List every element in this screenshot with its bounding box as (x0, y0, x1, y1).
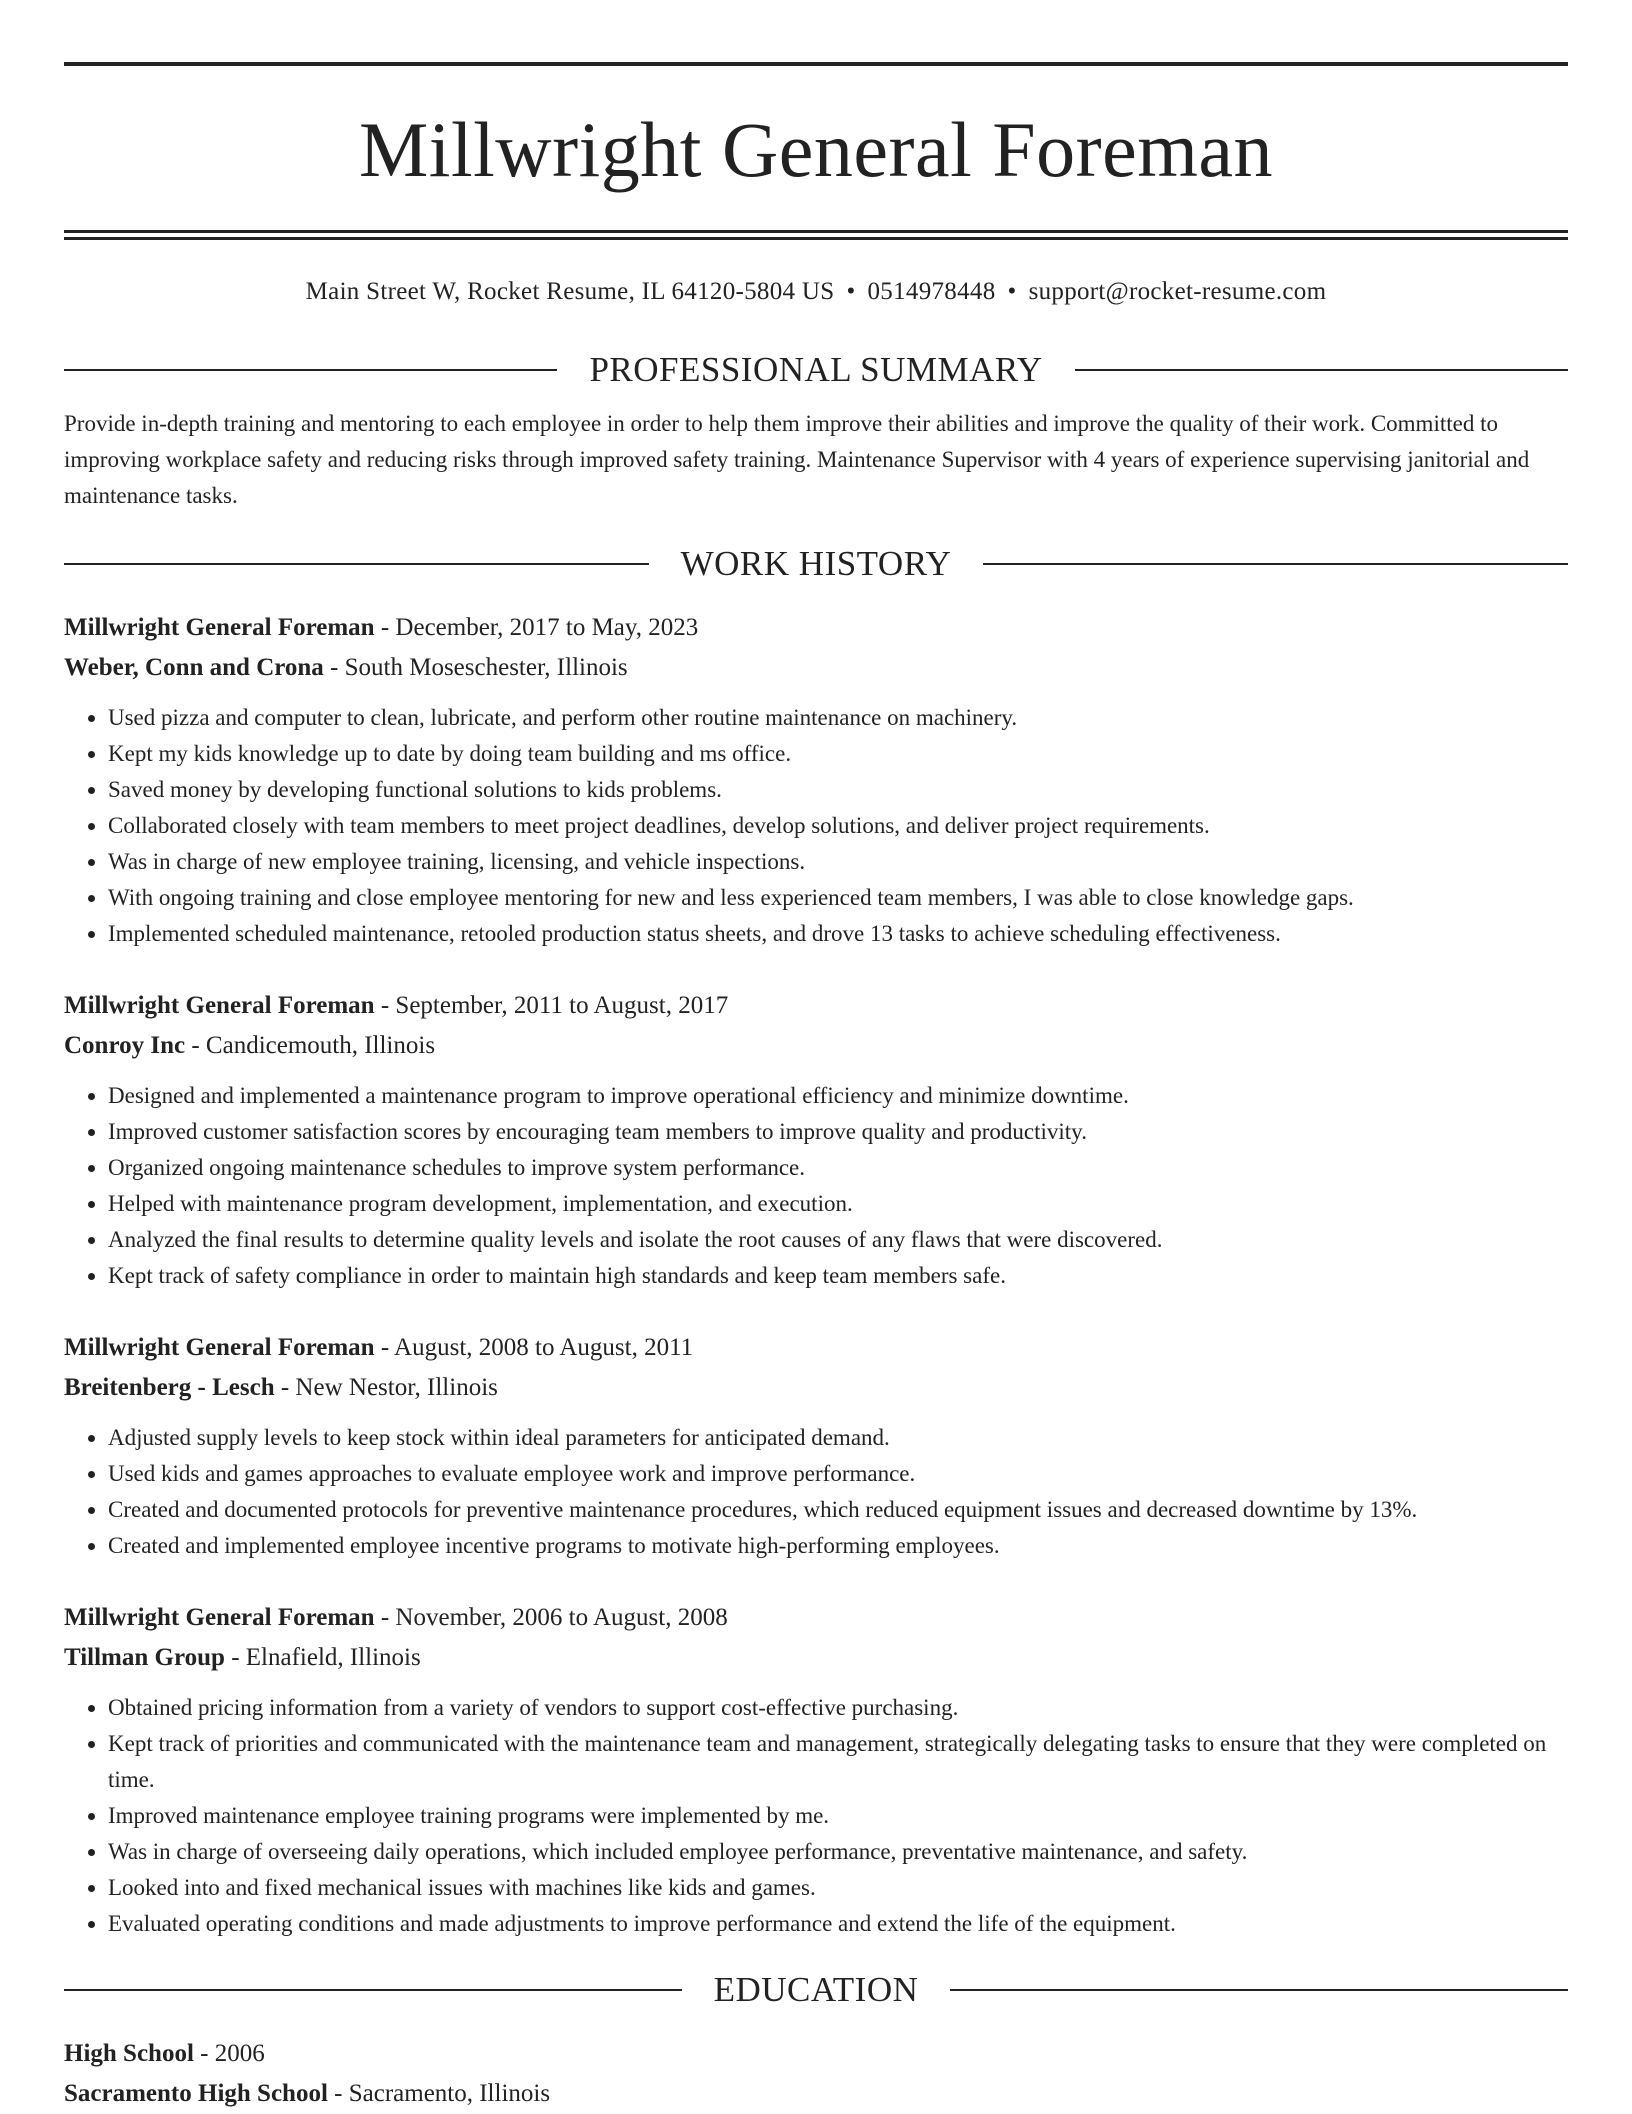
education-school-line (64, 2074, 1568, 2114)
job-bullet: • Was in charge of new employee training, licensing, and vehicle inspections. (108, 844, 1568, 880)
section-heading-summary (64, 348, 1568, 392)
job-bullet: • Designed and implemented a maintenance program to improve operational efficiency and minimize downtime. (108, 1078, 1568, 1114)
job-dates: - November, 2006 to August, 2008 (374, 1604, 728, 1631)
job-company-line (64, 1368, 1568, 1408)
heading-rule-left (64, 1989, 682, 1991)
job-entry (64, 1328, 1568, 1564)
job-bullet: • Used pizza and computer to clean, lubricate, and perform other routine maintenance on machinery. (108, 700, 1568, 736)
job-bullet: • Obtained pricing information from a variety of vendors to support cost-effective purchasing. (108, 1690, 1568, 1726)
job-bullet: • Created and implemented employee incentive programs to motivate high-performing employees. (108, 1528, 1568, 1564)
job-bullet: • Implemented scheduled maintenance, retooled production status sheets, and drove 13 tasks to achieve scheduling effectiveness. (108, 916, 1568, 952)
section-heading-education (64, 1968, 1568, 2012)
job-bullet: • Kept my kids knowledge up to date by doing team building and ms office. (108, 736, 1568, 772)
contact-phone: 0514978448 (867, 278, 996, 305)
job-company: Tillman Group (64, 1644, 225, 1671)
job-dates: - December, 2017 to May, 2023 (374, 614, 699, 641)
job-location: - Candicemouth, Illinois (185, 1032, 436, 1059)
job-bullet: • Kept track of priorities and communicated with the maintenance team and management, strategically delegating tasks to ensure that they were completed on time. (108, 1726, 1568, 1798)
job-title-line (64, 1598, 1568, 1638)
job-bullets (64, 1078, 1568, 1294)
contact-email: support@rocket-resume.com (1028, 278, 1327, 305)
job-bullet: • Saved money by developing functional solutions to kids problems. (108, 772, 1568, 808)
heading-rule-right (1075, 369, 1568, 371)
job-bullet: • Improved customer satisfaction scores by encouraging team members to improve quality and productivity. (108, 1114, 1568, 1150)
job-title: Millwright General Foreman (64, 614, 375, 641)
contact-separator: • (1007, 278, 1017, 305)
candidate-name: Millwright General Foreman (358, 106, 1274, 193)
summary-text: Provide in-depth training and mentoring to each employee in order to help them improve their abilities and improve the quality of their work. Committed to improving workplace safety and reducing risks through improved safety training. Maintenance Supervisor with 4 years of experience supervising janitorial and maintenance tasks. (64, 411, 1530, 508)
job-company-line (64, 1026, 1568, 1066)
job-bullet: • Collaborated closely with team members to meet project deadlines, develop solutions, and deliver project requirements. (108, 808, 1568, 844)
job-bullets (64, 1690, 1568, 1942)
job-bullet: • Looked into and fixed mechanical issues with machines like kids and games. (108, 1870, 1568, 1906)
job-bullet: • Analyzed the final results to determine quality levels and isolate the root causes of any flaws that were discovered. (108, 1222, 1568, 1258)
job-title-line (64, 1328, 1568, 1368)
job-title-line (64, 608, 1568, 648)
double-rule (64, 230, 1568, 240)
job-bullet: • Helped with maintenance program development, implementation, and execution. (108, 1186, 1568, 1222)
heading-rule-right (983, 563, 1568, 565)
job-bullet: • With ongoing training and close employee mentoring for new and less experienced team members, I was able to close knowledge gaps. (108, 880, 1568, 916)
job-company: Breitenberg - Lesch (64, 1374, 275, 1401)
job-title: Millwright General Foreman (64, 1334, 375, 1361)
job-dates: - August, 2008 to August, 2011 (374, 1334, 694, 1361)
job-bullet: • Adjusted supply levels to keep stock within ideal parameters for anticipated demand. (108, 1420, 1568, 1456)
job-title-line (64, 986, 1568, 1026)
top-rule (64, 62, 1568, 66)
heading-rule-left (64, 563, 649, 565)
job-title: Millwright General Foreman (64, 992, 375, 1019)
job-bullet: • Improved maintenance employee training programs were implemented by me. (108, 1798, 1568, 1834)
job-title: Millwright General Foreman (64, 1604, 375, 1631)
resume-page (64, 62, 1568, 2114)
job-bullet: • Created and documented protocols for preventive maintenance procedures, which reduced equipment issues and decreased downtime by 13%. (108, 1492, 1568, 1528)
section-title: WORK HISTORY (680, 544, 952, 583)
education-degree: High School (64, 2040, 194, 2067)
job-location: - Elnafield, Illinois (224, 1644, 421, 1671)
job-bullet: • Used kids and games approaches to evaluate employee work and improve performance. (108, 1456, 1568, 1492)
education-school: Sacramento High School (64, 2080, 328, 2107)
job-company: Conroy Inc (64, 1032, 186, 1059)
section-title: EDUCATION (713, 1970, 919, 2009)
job-bullet: • Evaluated operating conditions and made adjustments to improve performance and extend the life of the equipment. (108, 1906, 1568, 1942)
job-bullet: • Organized ongoing maintenance schedules to improve system performance. (108, 1150, 1568, 1186)
education-location: - Sacramento, Illinois (327, 2080, 551, 2107)
job-dates: - September, 2011 to August, 2017 (374, 992, 729, 1019)
job-entry (64, 1598, 1568, 1942)
section-heading-work-history (64, 542, 1568, 586)
job-company-line (64, 648, 1568, 688)
job-entry (64, 986, 1568, 1294)
heading-rule-right (950, 1989, 1568, 1991)
education-degree-line (64, 2034, 1568, 2074)
heading-rule-left (64, 369, 557, 371)
job-location: - South Moseschester, Illinois (323, 654, 628, 681)
contact-separator: • (846, 278, 856, 305)
contact-line (64, 276, 1568, 308)
job-bullet: • Was in charge of overseeing daily operations, which included employee performance, preventative maintenance, and safety. (108, 1834, 1568, 1870)
education-year: - 2006 (193, 2040, 265, 2067)
job-bullet: • Kept track of safety compliance in order to maintain high standards and keep team members safe. (108, 1258, 1568, 1294)
job-company: Weber, Conn and Crona (64, 654, 324, 681)
education-entry (64, 2034, 1568, 2114)
job-location: - New Nestor, Illinois (274, 1374, 498, 1401)
section-title: PROFESSIONAL SUMMARY (589, 350, 1043, 389)
job-bullets (64, 1420, 1568, 1564)
job-company-line (64, 1638, 1568, 1678)
job-bullets (64, 700, 1568, 952)
job-entry (64, 608, 1568, 952)
contact-address: Main Street W, Rocket Resume, IL 64120-5804 US (305, 278, 835, 305)
